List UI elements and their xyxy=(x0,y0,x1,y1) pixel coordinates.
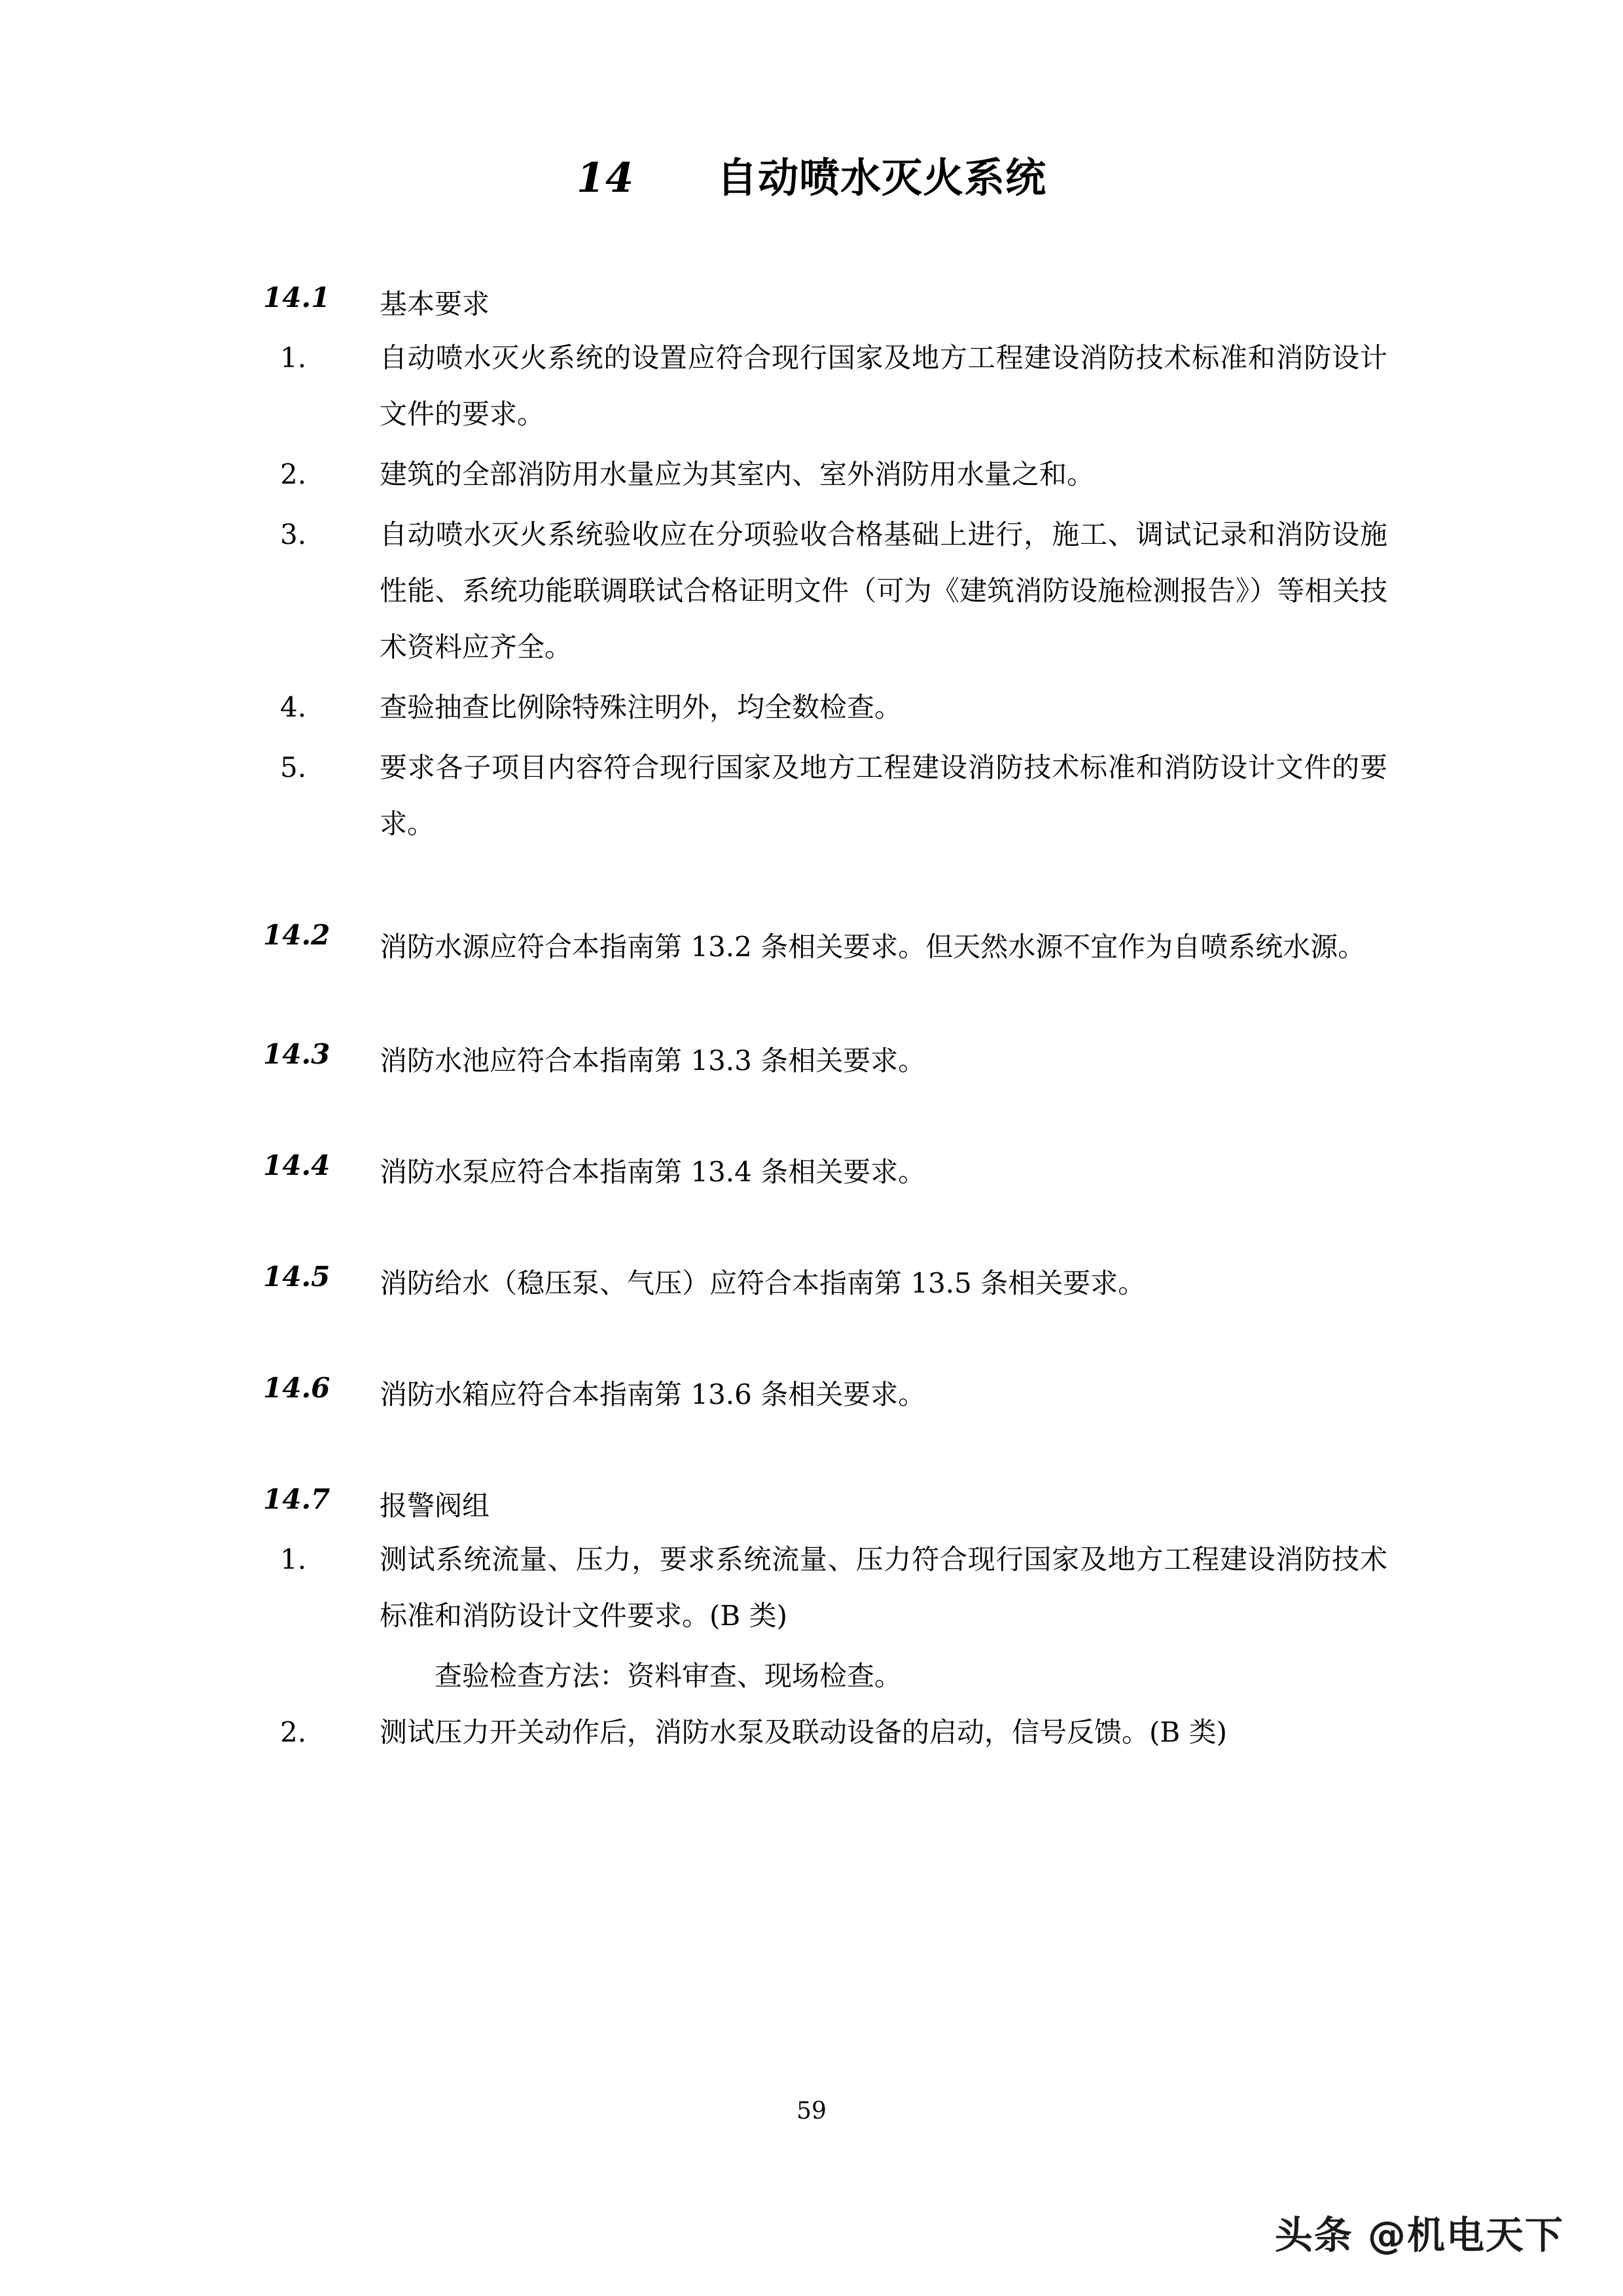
spacer xyxy=(249,1309,1387,1372)
list-item-marker: 1. xyxy=(280,342,307,374)
list-item-text: 自动喷水灭火系统的设置应符合现行国家及地方工程建设消防技术标准和消防设计文件的要求。 xyxy=(380,342,1387,430)
section-14-5-head xyxy=(249,1261,1387,1309)
section-14-2 xyxy=(249,919,1387,975)
section-14-4-heading: 消防水泵应符合本指南第 13.4 条相关要求。 xyxy=(380,1156,926,1188)
inspection-method-note xyxy=(249,1648,1387,1704)
section-14-4-number: 14.4 xyxy=(263,1149,330,1181)
section-14-5 xyxy=(249,1261,1387,1309)
list-item-marker: 2. xyxy=(280,458,307,490)
document-body xyxy=(249,281,1387,1765)
list-item xyxy=(249,1704,1387,1761)
spacer xyxy=(249,1198,1387,1261)
section-14-2-number: 14.2 xyxy=(263,919,330,951)
section-14-7-head xyxy=(249,1483,1387,1532)
section-14-7 xyxy=(249,1483,1387,1761)
page-title-number: 14 xyxy=(576,154,635,202)
page-number: 59 xyxy=(796,2098,827,2125)
list-item xyxy=(249,1532,1387,1644)
spacer xyxy=(249,975,1387,1038)
list-item-text: 测试系统流量、压力，要求系统流量、压力符合现行国家及地方工程建设消防技术标准和消防设计文件要求。(B 类) xyxy=(380,1543,1387,1632)
list-item xyxy=(249,330,1387,442)
section-14-3-number: 14.3 xyxy=(263,1038,330,1070)
list-item-marker: 2. xyxy=(280,1716,307,1748)
spacer xyxy=(249,1420,1387,1483)
inspection-method-text: 查验检查方法：资料审查、现场检查。 xyxy=(435,1660,902,1692)
section-14-1 xyxy=(249,281,1387,852)
section-14-1-heading: 基本要求 xyxy=(380,288,490,320)
page-title xyxy=(0,145,1623,204)
section-14-5-number: 14.5 xyxy=(263,1261,330,1293)
spacer xyxy=(249,856,1387,919)
section-14-3-head xyxy=(249,1038,1387,1086)
page-title-text: 自动喷水灭火系统 xyxy=(717,154,1047,202)
section-14-5-heading: 消防给水（稳压泵、气压）应符合本指南第 13.5 条相关要求。 xyxy=(380,1267,1146,1299)
list-item-text: 查验抽查比例除特殊注明外，均全数检查。 xyxy=(380,691,902,723)
section-14-3-heading: 消防水池应符合本指南第 13.3 条相关要求。 xyxy=(380,1045,926,1077)
list-item xyxy=(249,507,1387,675)
section-14-6-heading: 消防水箱应符合本指南第 13.6 条相关要求。 xyxy=(380,1378,926,1410)
section-14-2-head xyxy=(249,919,1387,975)
section-14-6 xyxy=(249,1372,1387,1420)
section-14-2-heading: 消防水源应符合本指南第 13.2 条相关要求。但天然水源不宜作为自喷系统水源。 xyxy=(380,931,1366,963)
section-14-7-heading: 报警阀组 xyxy=(380,1490,490,1522)
spacer xyxy=(249,1086,1387,1149)
section-14-1-list xyxy=(249,330,1387,852)
list-item-marker: 1. xyxy=(280,1543,307,1575)
list-item xyxy=(249,679,1387,736)
list-item-text: 自动喷水灭火系统验收应在分项验收合格基础上进行，施工、调试记录和消防设施性能、系统功能联调联试合格证明文件（可为《建筑消防设施检测报告》）等相关技术资料应齐全。 xyxy=(380,518,1387,663)
watermark: 头条 @机电天下 xyxy=(1274,2213,1564,2257)
section-14-7-number: 14.7 xyxy=(263,1483,330,1515)
list-item-marker: 5. xyxy=(280,751,307,783)
section-14-4-head xyxy=(249,1149,1387,1198)
section-14-1-head xyxy=(249,281,1387,330)
section-14-6-head xyxy=(249,1372,1387,1420)
list-item-text: 要求各子项目内容符合现行国家及地方工程建设消防技术标准和消防设计文件的要求。 xyxy=(380,751,1387,840)
section-14-6-number: 14.6 xyxy=(263,1372,330,1404)
list-item-marker: 4. xyxy=(280,691,307,723)
page-title-spacer xyxy=(634,154,717,202)
list-item xyxy=(249,446,1387,503)
list-item-marker: 3. xyxy=(280,518,307,550)
list-item xyxy=(249,740,1387,852)
section-14-3 xyxy=(249,1038,1387,1086)
section-14-7-list xyxy=(249,1532,1387,1761)
list-item-text: 建筑的全部消防用水量应为其室内、室外消防用水量之和。 xyxy=(380,458,1095,490)
list-item-text: 测试压力开关动作后，消防水泵及联动设备的启动，信号反馈。(B 类) xyxy=(380,1716,1227,1748)
section-14-4 xyxy=(249,1149,1387,1198)
section-14-1-number: 14.1 xyxy=(263,281,330,314)
